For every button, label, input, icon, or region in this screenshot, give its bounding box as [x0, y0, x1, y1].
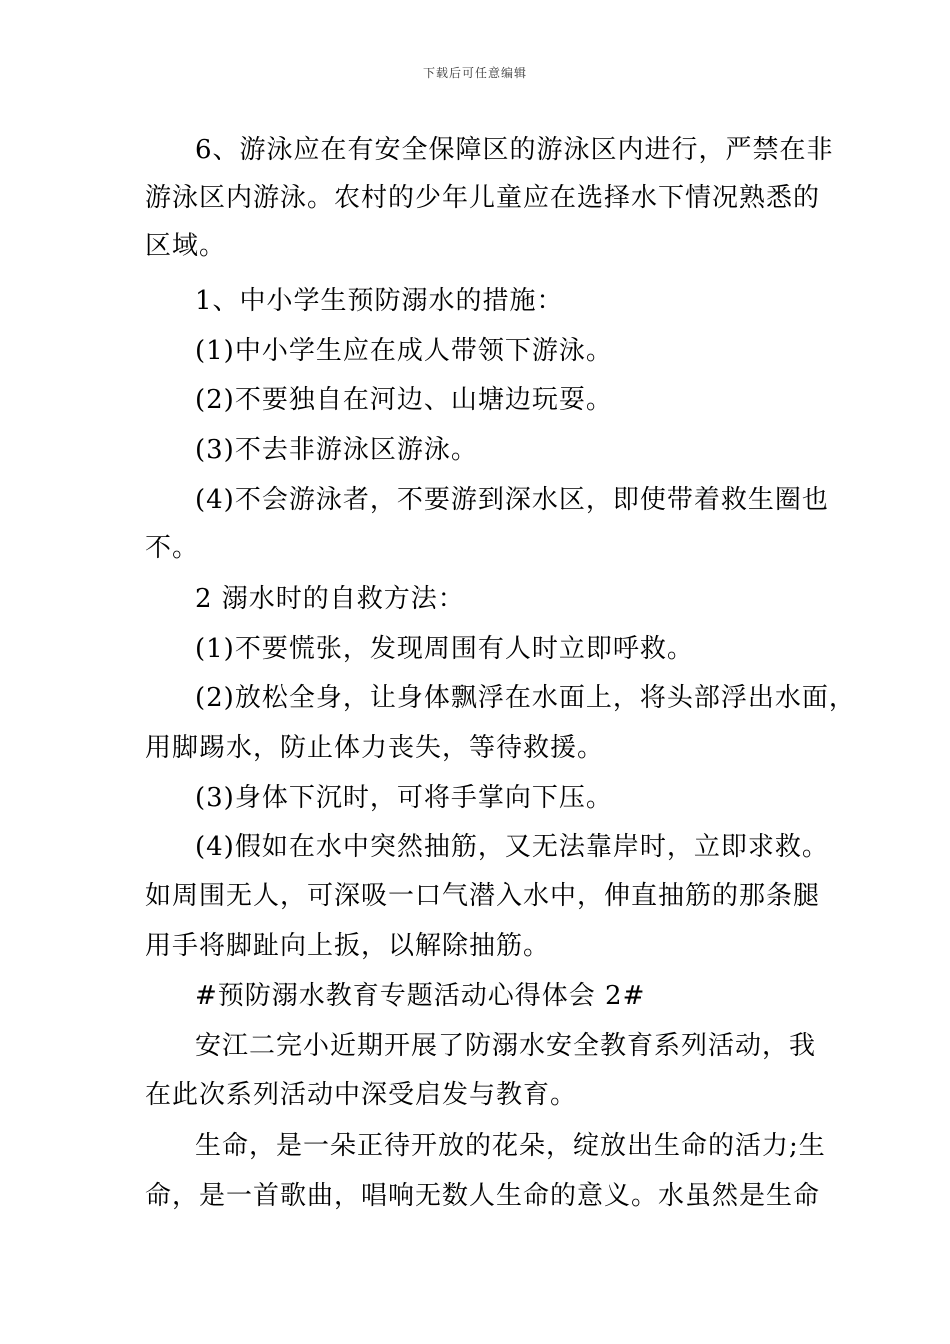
text-line: 6、游泳应在有安全保障区的游泳区内进行，严禁在非: [195, 135, 834, 165]
text-line: (4)不会游泳者，不要游到深水区，即使带着救生圈也: [195, 485, 829, 515]
text-line: (4)假如在水中突然抽筋，又无法靠岸时，立即求救。: [195, 832, 829, 862]
text-line: (3)身体下沉时，可将手掌向下压。: [195, 783, 613, 813]
text-line: (2)放松全身，让身体飘浮在水面上，将头部浮出水面，: [195, 683, 856, 713]
text-line: (1)中小学生应在成人带领下游泳。: [195, 336, 613, 366]
text-line: 2 溺水时的自救方法：: [195, 584, 465, 614]
text-line: 1、中小学生预防溺水的措施：: [195, 286, 564, 316]
text-line: 用脚踢水，防止体力丧失，等待救援。: [145, 733, 605, 763]
text-line: 安江二完小近期开展了防溺水安全教育系列活动，我: [195, 1031, 817, 1061]
section-heading: #预防溺水教育专题活动心得体会 2#: [195, 981, 646, 1011]
text-line: (1)不要慌张，发现周围有人时立即呼救。: [195, 634, 694, 664]
text-line: 如周围无人，可深吸一口气潜入水中，伸直抽筋的那条腿: [145, 881, 821, 911]
text-line: (3)不去非游泳区游泳。: [195, 435, 478, 465]
page-header-note: 下载后可任意编辑: [422, 66, 527, 80]
text-line: 区域。: [145, 231, 227, 261]
text-line: 命，是一首歌曲，唱响无数人生命的意义。水虽然是生命: [145, 1181, 821, 1211]
text-line: 不。: [145, 533, 200, 563]
text-line: 游泳区内游泳。农村的少年儿童应在选择水下情况熟悉的: [145, 183, 821, 213]
text-line: 生命，是一朵正待开放的花朵，绽放出生命的活力;生: [195, 1131, 826, 1161]
text-line: (2)不要独自在河边、山塘边玩耍。: [195, 385, 613, 415]
text-line: 用手将脚趾向上扳，以解除抽筋。: [145, 931, 551, 961]
text-line: 在此次系列活动中深受启发与教育。: [145, 1080, 578, 1110]
